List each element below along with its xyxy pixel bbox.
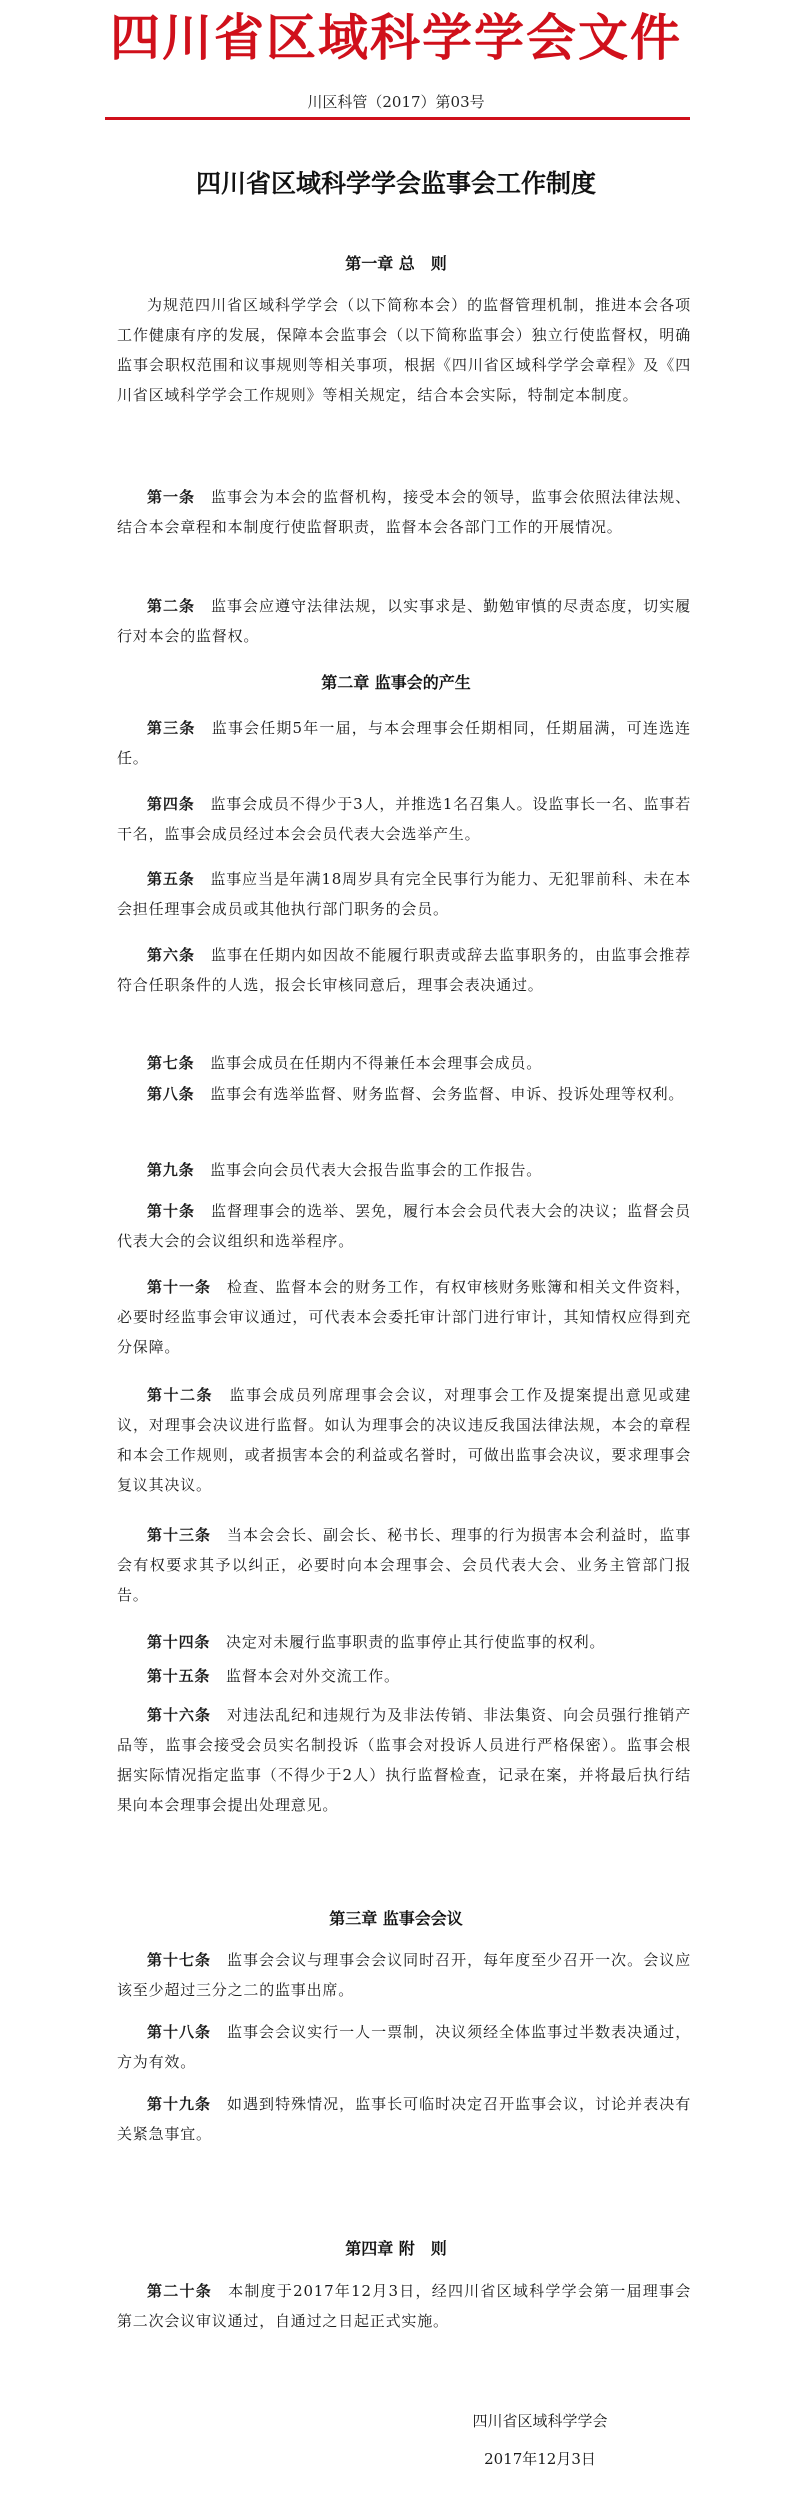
article-text: 监事会应遵守法律法规，以实事求是、勤勉审慎的尽责态度，切实履行对本会的监督权。	[117, 597, 691, 645]
chapter-heading: 第四章 附 则	[345, 2239, 447, 2258]
article-paragraph	[117, 1079, 691, 1109]
article-text: 监督本会对外交流工作。	[226, 1667, 400, 1685]
article-number: 第一条	[147, 488, 196, 506]
article-paragraph	[117, 2276, 691, 2336]
article-paragraph	[117, 2017, 691, 2077]
chapter-heading: 第二章 监事会的产生	[321, 673, 471, 692]
article-paragraph	[117, 1155, 691, 1185]
article-paragraph	[117, 864, 691, 924]
article-text: 监事会有选举监督、财务监督、会务监督、申诉、投诉处理等权利。	[210, 1085, 685, 1103]
article-paragraph	[117, 1661, 691, 1691]
article-text: 检查、监督本会的财务工作，有权审核财务账簿和相关文件资料，必要时经监事会审议通过，可代表本会委托审计部门进行审计，其知情权应得到充分保障。	[117, 1278, 692, 1356]
article-number: 第十五条	[147, 1667, 211, 1685]
signature-organization: 四川省区域科学学会	[472, 2412, 608, 2430]
article-number: 第五条	[147, 870, 195, 888]
article-text: 决定对未履行监事职责的监事停止其行使监事的权利。	[226, 1633, 606, 1651]
article-text: 如遇到特殊情况，监事长可临时决定召开监事会议，讨论并表决有关紧急事宜。	[117, 2095, 692, 2143]
article-text: 监事应当是年满18周岁具有完全民事行为能力、无犯罪前科、未在本会担任理事会成员或其他执行部门职务的会员。	[117, 870, 691, 918]
article-number: 第三条	[147, 719, 196, 737]
article-number: 第九条	[147, 1161, 195, 1179]
signature-date: 2017年12月3日	[484, 2450, 596, 2468]
article-paragraph	[117, 1196, 691, 1256]
article-number: 第六条	[147, 946, 196, 964]
article-number: 第十条	[147, 1202, 196, 1220]
article-number: 第十八条	[147, 2023, 212, 2041]
article-number: 第十九条	[147, 2095, 212, 2113]
document-number: 川区科管（2017）第03号	[307, 93, 485, 111]
article-text: 当本会会长、副会长、秘书长、理事的行为损害本会利益时，监事会有权要求其予以纠正，必要时向本会理事会、会员代表大会、业务主管部门报告。	[117, 1526, 692, 1604]
article-paragraph	[117, 2089, 691, 2149]
article-number: 第十一条	[147, 1278, 212, 1296]
article-text: 监事会成员不得少于3人，并推选1名召集人。设监事长一名、监事若干名，监事会成员经过本会会员代表大会选举产生。	[117, 795, 691, 843]
article-paragraph	[117, 940, 691, 1000]
article-text: 本制度于2017年12月3日，经四川省区域科学学会第一届理事会第二次会议审议通过，自通过之日起正式实施。	[117, 2282, 691, 2330]
article-paragraph	[117, 1380, 691, 1500]
article-paragraph	[117, 591, 691, 651]
article-paragraph	[117, 1048, 691, 1078]
article-text: 监事会成员在任期内不得兼任本会理事会成员。	[210, 1054, 543, 1072]
article-paragraph	[117, 482, 691, 542]
article-text: 监事会任期5年一届，与本会理事会任期相同，任期届满，可连选连任。	[117, 719, 691, 767]
article-paragraph	[117, 1272, 691, 1362]
article-number: 第十六条	[147, 1706, 212, 1724]
preamble-text: 为规范四川省区域科学学会（以下简称本会）的监督管理机制，推进本会各项工作健康有序的发展，保障本会监事会（以下简称监事会）独立行使监督权，明确监事会职权范围和议事规则等相关事项，根据《四川省区域科学学会章程》及《四川省区域科学学会工作规则》等相关规定，结合本会实际，特制定本制度。	[117, 296, 691, 404]
article-text: 监事会为本会的监督机构，接受本会的领导，监事会依照法律法规、结合本会章程和本制度行使监督职责，监督本会各部门工作的开展情况。	[117, 488, 691, 536]
article-paragraph	[117, 1945, 691, 2005]
article-text: 对违法乱纪和违规行为及非法传销、非法集资、向会员强行推销产品等，监事会接受会员实名制投诉（监事会对投诉人员进行严格保密）。监事会根据实际情况指定监事（不得少于2人）执行监督检查，记录在案，并将最后执行结果向本会理事会提出处理意见。	[117, 1706, 692, 1814]
article-paragraph	[117, 1627, 691, 1657]
article-text: 监事会会议实行一人一票制，决议须经全体监事过半数表决通过，方为有效。	[117, 2023, 692, 2071]
article-number: 第八条	[147, 1085, 195, 1103]
article-paragraph	[117, 1520, 691, 1610]
article-number: 第四条	[147, 795, 195, 813]
article-number: 第二十条	[147, 2282, 212, 2300]
chapter-heading: 第一章 总 则	[345, 254, 447, 273]
article-paragraph	[117, 713, 691, 773]
article-text: 监事会成员列席理事会会议，对理事会工作及提案提出意见或建议，对理事会决议进行监督。如认为理事会的决议违反我国法律法规，本会的章程和本会工作规则，或者损害本会的利益或名誉时，可做出监事会决议，要求理事会复议其决议。	[117, 1386, 691, 1494]
article-number: 第十二条	[147, 1386, 214, 1404]
article-text: 监督理事会的选举、罢免，履行本会会员代表大会的决议；监督会员代表大会的会议组织和选举程序。	[117, 1202, 691, 1250]
article-paragraph	[117, 1700, 691, 1820]
document-title: 四川省区域科学学会监事会工作制度	[195, 169, 596, 198]
article-number: 第十七条	[147, 1951, 212, 1969]
article-number: 第七条	[147, 1054, 195, 1072]
red-divider	[105, 117, 690, 120]
article-text: 监事会向会员代表大会报告监事会的工作报告。	[210, 1161, 543, 1179]
article-text: 监事会会议与理事会会议同时召开，每年度至少召开一次。会议应该至少超过三分之二的监事出席。	[117, 1951, 692, 1999]
issuer-title: 四川省区域科学学会文件	[110, 8, 682, 67]
article-number: 第二条	[147, 597, 196, 615]
article-text: 监事在任期内如因故不能履行职责或辞去监事职务的，由监事会推荐符合任职条件的人选，报会长审核同意后，理事会表决通过。	[117, 946, 691, 994]
article-number: 第十四条	[147, 1633, 211, 1651]
article-paragraph	[117, 789, 691, 849]
preamble-paragraph	[117, 290, 691, 410]
article-number: 第十三条	[147, 1526, 212, 1544]
chapter-heading: 第三章 监事会会议	[329, 1909, 463, 1928]
